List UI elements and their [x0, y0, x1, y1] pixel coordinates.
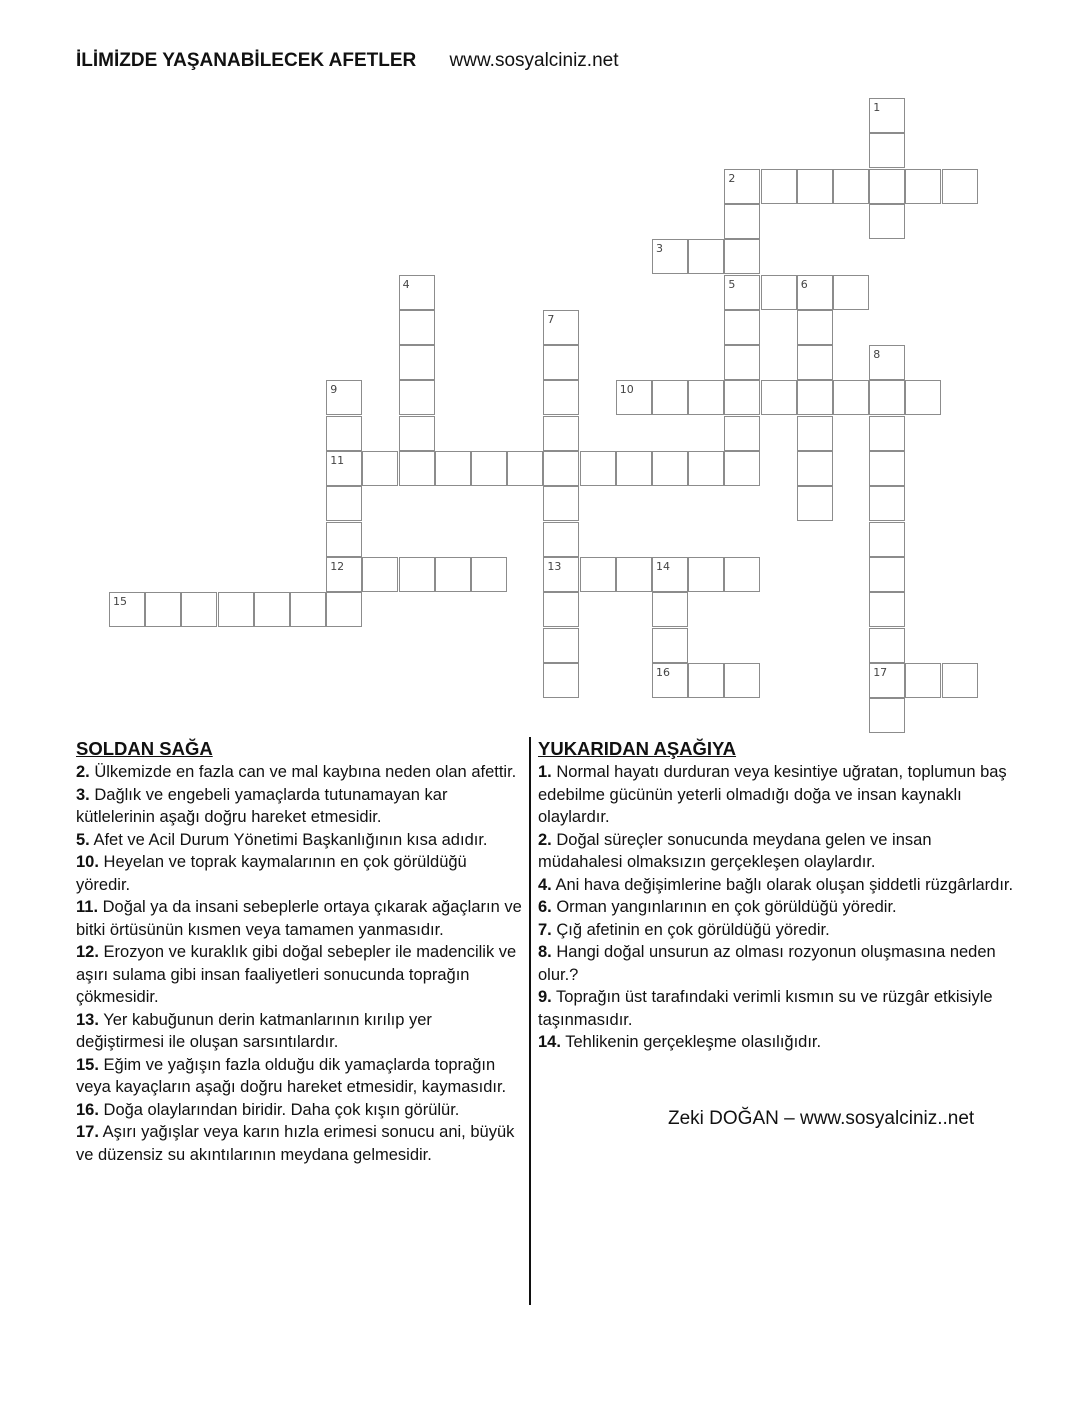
grid-cell[interactable]	[797, 169, 833, 204]
clue-number: 2.	[76, 763, 90, 781]
grid-cell[interactable]	[543, 416, 579, 451]
down-clue-list	[538, 761, 1016, 1054]
grid-cell[interactable]	[688, 557, 724, 592]
grid-cell[interactable]	[761, 380, 797, 415]
down-clue-9	[538, 986, 1016, 1031]
grid-cell[interactable]	[435, 451, 471, 486]
page-title: İLİMİZDE YAŞANABİLECEK AFETLER	[76, 50, 417, 71]
cell-number: 2	[728, 171, 736, 185]
grid-cell[interactable]	[326, 592, 362, 627]
down-clue-4	[538, 874, 1016, 897]
grid-cell[interactable]	[471, 451, 507, 486]
grid-cell[interactable]	[797, 345, 833, 380]
grid-cell[interactable]	[399, 345, 435, 380]
grid-cell[interactable]	[543, 345, 579, 380]
grid-cell[interactable]	[399, 310, 435, 345]
grid-cell[interactable]	[326, 416, 362, 451]
grid-cell[interactable]	[543, 380, 579, 415]
clue-text: Doğal süreçler sonucunda meydana gelen ve insan müdahalesi olmaksızın gerçekleşen olaylardır.	[538, 830, 932, 871]
cell-number: 6	[800, 277, 808, 291]
grid-cell[interactable]	[616, 380, 652, 415]
cell-number: 9	[330, 383, 338, 397]
clue-text: Erozyon ve kuraklık gibi doğal sebepler ile madencilik ve aşırı sulama gibi insan faaliyetleri sonucunda toprağın çökmesidir.	[76, 943, 517, 1006]
clue-number: 10.	[76, 853, 99, 871]
grid-cell[interactable]	[905, 380, 941, 415]
grid-cell[interactable]	[869, 522, 905, 557]
across-clues	[76, 737, 522, 1166]
grid-cell[interactable]	[869, 557, 905, 592]
clue-text: Eğim ve yağışın fazla olduğu dik yamaçlarda toprağın veya kayaçların aşağı doğru hareket etmesidir, kaymasıdır.	[76, 1055, 507, 1096]
cell-number: 15	[113, 595, 127, 609]
clue-text: Toprağın üst tarafındaki verimli kısmın su ve rüzgâr etkisiyle taşınmasıdır.	[538, 988, 993, 1029]
grid-cell[interactable]	[724, 557, 760, 592]
clue-text: Ani hava değişimlerine bağlı olarak oluşan şiddetli rüzgârlardır.	[551, 875, 1014, 894]
clue-number: 9.	[538, 988, 552, 1006]
grid-cell[interactable]	[869, 98, 905, 133]
grid-cell[interactable]	[869, 380, 905, 415]
across-clue-list	[76, 761, 522, 1166]
across-clue-11	[76, 896, 522, 941]
grid-cell[interactable]	[724, 380, 760, 415]
grid-cell[interactable]	[399, 380, 435, 415]
grid-cell[interactable]	[869, 663, 905, 698]
cell-number: 14	[656, 559, 670, 573]
cell-number: 4	[402, 277, 410, 291]
clue-number: 4.	[538, 875, 552, 894]
grid-cell[interactable]	[652, 239, 688, 274]
across-clue-2	[76, 761, 522, 784]
clue-number: 14.	[538, 1033, 561, 1051]
grid-cell[interactable]	[399, 275, 435, 310]
grid-cell[interactable]	[761, 275, 797, 310]
grid-cell[interactable]	[109, 592, 145, 627]
clue-text: Dağlık ve engebeli yamaçlarda tutunamayan kar kütlelerinin aşağı doğru hareket etmesidir.	[76, 785, 448, 826]
clue-text: Aşırı yağışlar veya karın hızla erimesi sonucu ani, büyük ve düzensiz su akıntılarının meydana gelmesidir.	[76, 1123, 515, 1164]
grid-cell[interactable]	[399, 451, 435, 486]
clue-text: Doğa olaylarından biridir. Daha çok kışın görülür.	[98, 1100, 460, 1119]
across-clue-13	[76, 1009, 522, 1054]
grid-cell[interactable]	[724, 345, 760, 380]
grid-cell[interactable]	[290, 592, 326, 627]
grid-cell[interactable]	[399, 557, 435, 592]
clue-text: Afet ve Acil Durum Yönetimi Başkanlığının kısa adıdır.	[89, 830, 488, 849]
cell-number: 12	[330, 559, 345, 573]
grid-cell[interactable]	[869, 133, 905, 168]
clue-number: 16.	[76, 1100, 99, 1119]
clue-text: Heyelan ve toprak kaymalarının en çok görüldüğü yöredir.	[76, 853, 467, 894]
across-heading: SOLDAN SAĞA	[76, 738, 213, 759]
grid-cell[interactable]	[688, 239, 724, 274]
cell-number: 1	[873, 101, 881, 114]
across-clue-16	[76, 1099, 522, 1122]
grid-cell[interactable]	[616, 451, 652, 486]
grid-cell[interactable]	[326, 557, 362, 592]
cell-number: 11	[330, 454, 345, 467]
grid-cell[interactable]	[181, 592, 217, 627]
grid-cell[interactable]	[869, 416, 905, 451]
cell-number: 17	[873, 665, 888, 679]
grid-cell[interactable]	[543, 522, 579, 557]
grid-cell[interactable]	[326, 380, 362, 415]
grid-cell[interactable]	[688, 663, 724, 698]
grid-cell[interactable]	[543, 663, 579, 698]
cell-number: 13	[547, 559, 562, 573]
grid-cell[interactable]	[254, 592, 290, 627]
grid-cell[interactable]	[580, 451, 616, 486]
grid-cell[interactable]	[652, 663, 688, 698]
clue-text: Ülkemizde en fazla can ve mal kaybına neden olan afettir.	[89, 763, 517, 781]
grid-cell[interactable]	[326, 522, 362, 557]
down-clue-8	[538, 941, 1016, 986]
down-clue-1	[538, 761, 1016, 829]
clue-number: 6.	[538, 898, 552, 916]
grid-cell[interactable]	[797, 380, 833, 415]
grid-cell[interactable]	[724, 663, 760, 698]
down-clue-7	[538, 919, 1016, 942]
clue-number: 17.	[76, 1123, 99, 1141]
cell-number: 5	[728, 277, 736, 291]
across-clue-17	[76, 1121, 522, 1166]
across-clue-5	[76, 829, 522, 852]
clue-number: 11.	[76, 898, 99, 916]
grid-cell[interactable]	[724, 239, 760, 274]
across-clue-12	[76, 941, 522, 1009]
grid-cell[interactable]	[724, 204, 760, 239]
grid-cell[interactable]	[145, 592, 181, 627]
down-heading: YUKARIDAN AŞAĞIYA	[538, 738, 737, 759]
grid-cell[interactable]	[471, 557, 507, 592]
grid-cell[interactable]	[688, 380, 724, 415]
grid-cell[interactable]	[688, 451, 724, 486]
clue-number: 8.	[538, 943, 552, 961]
column-divider	[529, 737, 531, 1305]
grid-cell[interactable]	[833, 275, 869, 310]
grid-cell[interactable]	[507, 451, 543, 486]
grid-cell[interactable]	[869, 345, 905, 380]
clue-number: 5.	[76, 830, 90, 849]
grid-cell[interactable]	[942, 663, 978, 698]
across-clue-3	[76, 784, 522, 829]
down-clues	[538, 737, 1016, 1054]
grid-cell[interactable]	[399, 416, 435, 451]
clue-text: Yer kabuğunun derin katmanlarının kırılıp yer değiştirmesi ile oluşan sarsıntılardır.	[76, 1010, 432, 1051]
grid-cell[interactable]	[761, 169, 797, 204]
grid-cell[interactable]	[797, 451, 833, 486]
grid-cell[interactable]	[724, 451, 760, 486]
grid-cell[interactable]	[724, 169, 760, 204]
grid-cell[interactable]	[616, 557, 652, 592]
clue-text: Doğal ya da insani sebeplerle ortaya çıkarak ağaçların ve bitki örtüsünün kısmen veya tamamen yanmasıdır.	[76, 898, 522, 939]
grid-cell[interactable]	[435, 557, 471, 592]
grid-cell[interactable]	[869, 451, 905, 486]
clue-text: Çığ afetinin en çok görüldüğü yöredir.	[551, 920, 830, 939]
grid-cell[interactable]	[652, 451, 688, 486]
across-clue-15	[76, 1054, 522, 1099]
grid-cell[interactable]	[543, 592, 579, 627]
grid-cell[interactable]	[543, 310, 579, 345]
grid-cell[interactable]	[362, 557, 398, 592]
grid-cell[interactable]	[326, 486, 362, 521]
grid-cell[interactable]	[869, 592, 905, 627]
clue-number: 7.	[538, 920, 552, 939]
grid-cell[interactable]	[797, 275, 833, 310]
grid-cell[interactable]	[580, 557, 616, 592]
grid-cell[interactable]	[833, 169, 869, 204]
grid-cell[interactable]	[652, 380, 688, 415]
clue-text: Normal hayatı durduran veya kesintiye uğratan, toplumun baş edebilme gücünün yeterli olmadığı doğa ve insan kaynaklı olaylardır.	[538, 763, 1007, 826]
grid-cell[interactable]	[797, 486, 833, 521]
clue-number: 12.	[76, 943, 99, 961]
grid-cell[interactable]	[362, 451, 398, 486]
grid-cell[interactable]	[543, 451, 579, 486]
grid-cell[interactable]	[942, 169, 978, 204]
clue-number: 1.	[538, 763, 552, 781]
down-clue-2	[538, 829, 1016, 874]
down-clue-6	[538, 896, 1016, 919]
grid-cell[interactable]	[833, 380, 869, 415]
clue-text: Hangi doğal unsurun az olması rozyonun oluşmasına neden olur.?	[538, 943, 996, 984]
grid-cell[interactable]	[797, 310, 833, 345]
grid-cell[interactable]	[724, 416, 760, 451]
grid-cell[interactable]	[869, 698, 905, 733]
grid-cell[interactable]	[652, 557, 688, 592]
grid-cell[interactable]	[326, 451, 362, 486]
grid-cell[interactable]	[724, 275, 760, 310]
author-credit: Zeki DOĞAN – www.sosyalciniz..net	[668, 1108, 975, 1129]
clue-text: Orman yangınlarının en çok görüldüğü yöredir.	[551, 898, 897, 916]
cell-number: 3	[656, 242, 663, 256]
cell-number: 16	[656, 665, 670, 679]
cell-number: 8	[873, 348, 881, 362]
grid-cell[interactable]	[652, 628, 688, 663]
grid-cell[interactable]	[652, 592, 688, 627]
grid-cell[interactable]	[869, 204, 905, 239]
grid-cell[interactable]	[797, 416, 833, 451]
down-clue-14	[538, 1031, 1016, 1054]
clue-text: Tehlikenin gerçekleşme olasılığıdır.	[560, 1033, 822, 1051]
cell-number: 10	[619, 383, 634, 397]
grid-cell[interactable]	[869, 628, 905, 663]
grid-cell[interactable]	[869, 169, 905, 204]
across-clue-10	[76, 851, 522, 896]
grid-cell[interactable]	[218, 592, 254, 627]
grid-cell[interactable]	[543, 557, 579, 592]
clue-number: 15.	[76, 1055, 99, 1074]
grid-cell[interactable]	[543, 486, 579, 521]
site-url: www.sosyalciniz.net	[449, 50, 619, 71]
grid-cell[interactable]	[905, 169, 941, 204]
grid-cell[interactable]	[724, 310, 760, 345]
grid-cell[interactable]	[869, 486, 905, 521]
clue-number: 3.	[76, 785, 90, 804]
grid-cell[interactable]	[905, 663, 941, 698]
cell-number: 7	[547, 312, 555, 326]
clue-number: 13.	[76, 1010, 99, 1029]
clue-number: 2.	[538, 830, 552, 849]
grid-cell[interactable]	[543, 628, 579, 663]
